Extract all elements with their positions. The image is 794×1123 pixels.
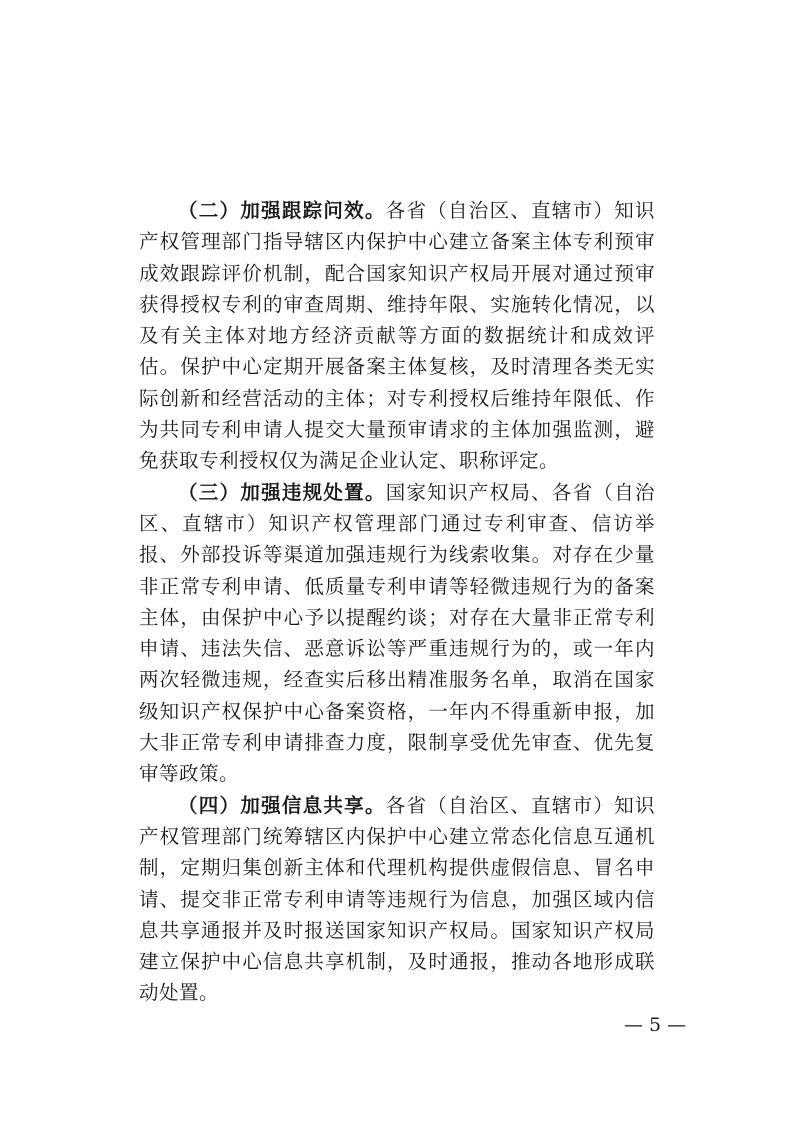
paragraph-info-sharing-text: 各省（自治区、直辖市）知识产权管理部门统筹辖区内保护中心建立常态化信息互通机制，定期归集创新主体和代理机构提供虚假信息、冒名申请、提交非正常专利申请等违规行为信息，加强区域内信息共享通报并及时报送国家知识产权局。国家知识产权局建立保护中心信息共享机制，及时通报，推动各地形成联动处置。	[139, 793, 655, 1005]
page-number: — 5 —	[624, 1014, 687, 1036]
heading-tracking: （二）加强跟踪问效。	[178, 199, 386, 222]
heading-info-sharing: （四）加强信息共享。	[178, 793, 386, 817]
document-body	[139, 195, 655, 1009]
paragraph-tracking-text: 各省（自治区、直辖市）知识产权管理部门指导辖区内保护中心建立备案主体专利预审成效跟踪评价机制，配合国家知识产权局开展对通过预审获得授权专利的审查周期、维持年限、实施转化情况，以及有关主体对地方经济贡献等方面的数据统计和成效评估。保护中心定期开展备案主体复核，及时清理各类无实际创新和经营活动的主体；对专利授权后维持年限低、作为共同专利申请人提交大量预审请求的主体加强监测，避免获取专利授权仅为满足企业认定、职称评定。	[139, 199, 655, 473]
paragraph-violation-text: 国家知识产权局、各省（自治区、直辖市）知识产权管理部门通过专利审查、信访举报、外部投诉等渠道加强违规行为线索收集。对存在少量非正常专利申请、低质量专利申请等轻微违规行为的备案主体，由保护中心予以提醒约谈；对存在大量非正常专利申请、违法失信、恶意诉讼等严重违规行为的，或一年内两次轻微违规，经查实后移出精准服务名单，取消在国家级知识产权保护中心备案资格，一年内不得重新申报，加大非正常专利申请排查力度，限制享受优先审查、优先复审等政策。	[139, 480, 655, 786]
heading-violation: （三）加强违规处置。	[178, 480, 386, 504]
paragraph-violation	[139, 477, 655, 790]
paragraph-info-sharing	[139, 790, 655, 1009]
paragraph-tracking	[139, 195, 655, 477]
